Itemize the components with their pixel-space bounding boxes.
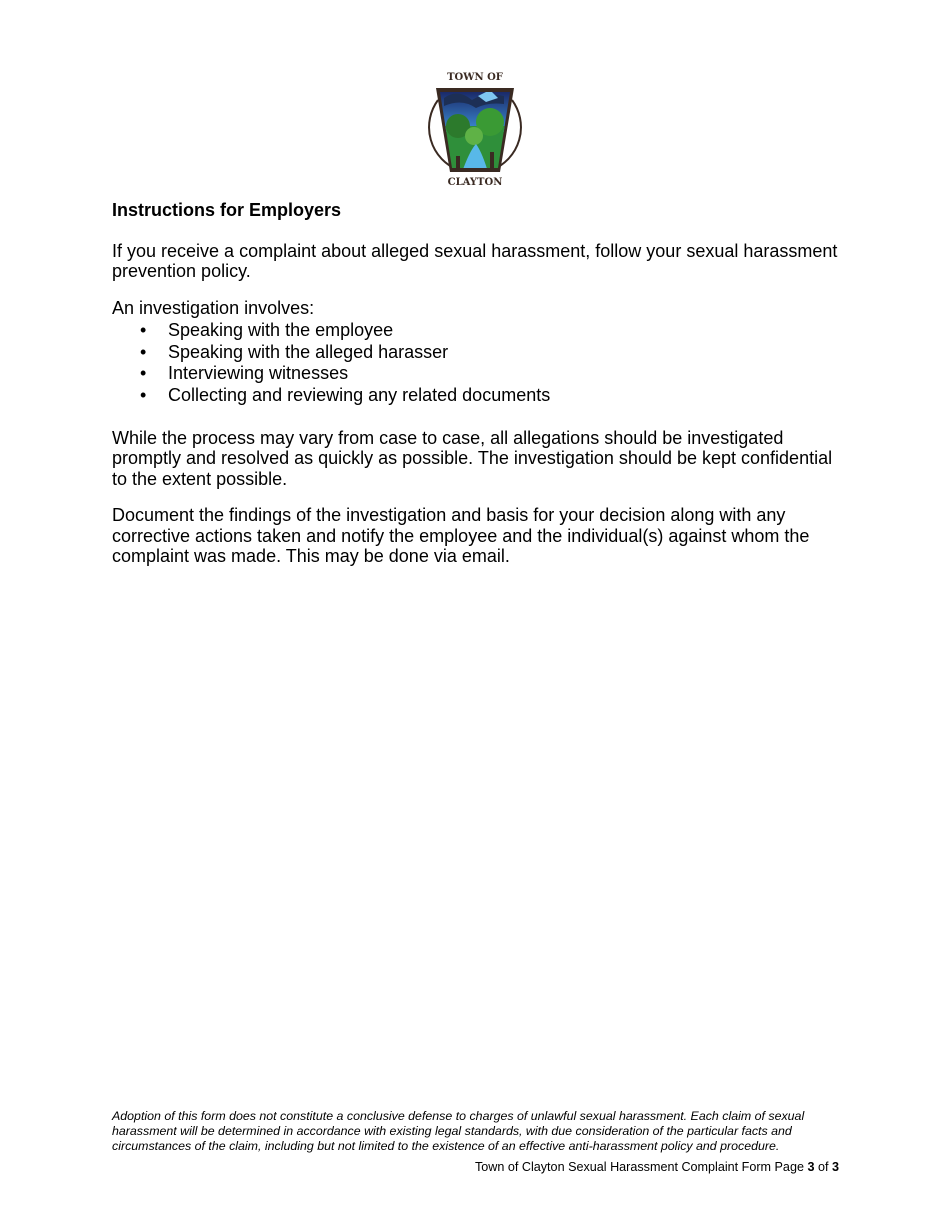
- footer-current-page: 3: [807, 1160, 815, 1174]
- list-item: • Speaking with the alleged harasser: [140, 341, 449, 362]
- town-of-clayton-logo: [418, 66, 532, 188]
- town-seal-icon: [418, 66, 532, 188]
- investigation-steps-list: [112, 320, 842, 407]
- main-content: [112, 198, 842, 583]
- bullet-icon: •: [140, 363, 147, 384]
- paragraph-process: While the process may vary from case to case, all allegations should be investigated promptly and resolved as quickly as possible. The investigation should be kept confidential to the extent possible.: [112, 427, 833, 489]
- footer-form-title: Town of Clayton Sexual Harassment Complaint Form Page: [474, 1160, 804, 1174]
- list-item: • Collecting and reviewing any related documents: [140, 385, 551, 406]
- bullet-icon: •: [140, 385, 147, 406]
- list-item: • Speaking with the employee: [140, 320, 394, 340]
- svg-text:CLAYTON: CLAYTON: [447, 177, 503, 188]
- svg-text:TOWN OF: TOWN OF: [447, 72, 503, 83]
- investigation-intro: An investigation involves:: [112, 297, 315, 318]
- page-footer: [475, 1160, 839, 1175]
- bullet-icon: •: [140, 341, 147, 362]
- footer-total-pages: 3: [831, 1160, 839, 1174]
- legal-disclaimer: Adoption of this form does not constitute a conclusive defense to charges of unlawful sexual harassment. Each claim of sexual harassment will be determined in accordance with existing legal standards, with due consideration of the particular facts and circumstances of the claim, including but not limited to the existence of an effective anti-harassment policy and procedure.: [112, 1109, 805, 1153]
- footer-of-label: of: [817, 1160, 829, 1174]
- page-heading: Instructions for Employers: [112, 200, 342, 220]
- list-item: • Interviewing witnesses: [140, 363, 349, 384]
- paragraph-complaint-policy: If you receive a complaint about alleged sexual harassment, follow your sexual harassment prevention policy.: [112, 240, 838, 281]
- bullet-icon: •: [140, 320, 147, 340]
- paragraph-documentation: Document the findings of the investigation and basis for your decision along with any corrective actions taken and notify the employee and the individual(s) against whom the complaint was made. This may be done via email.: [112, 505, 810, 567]
